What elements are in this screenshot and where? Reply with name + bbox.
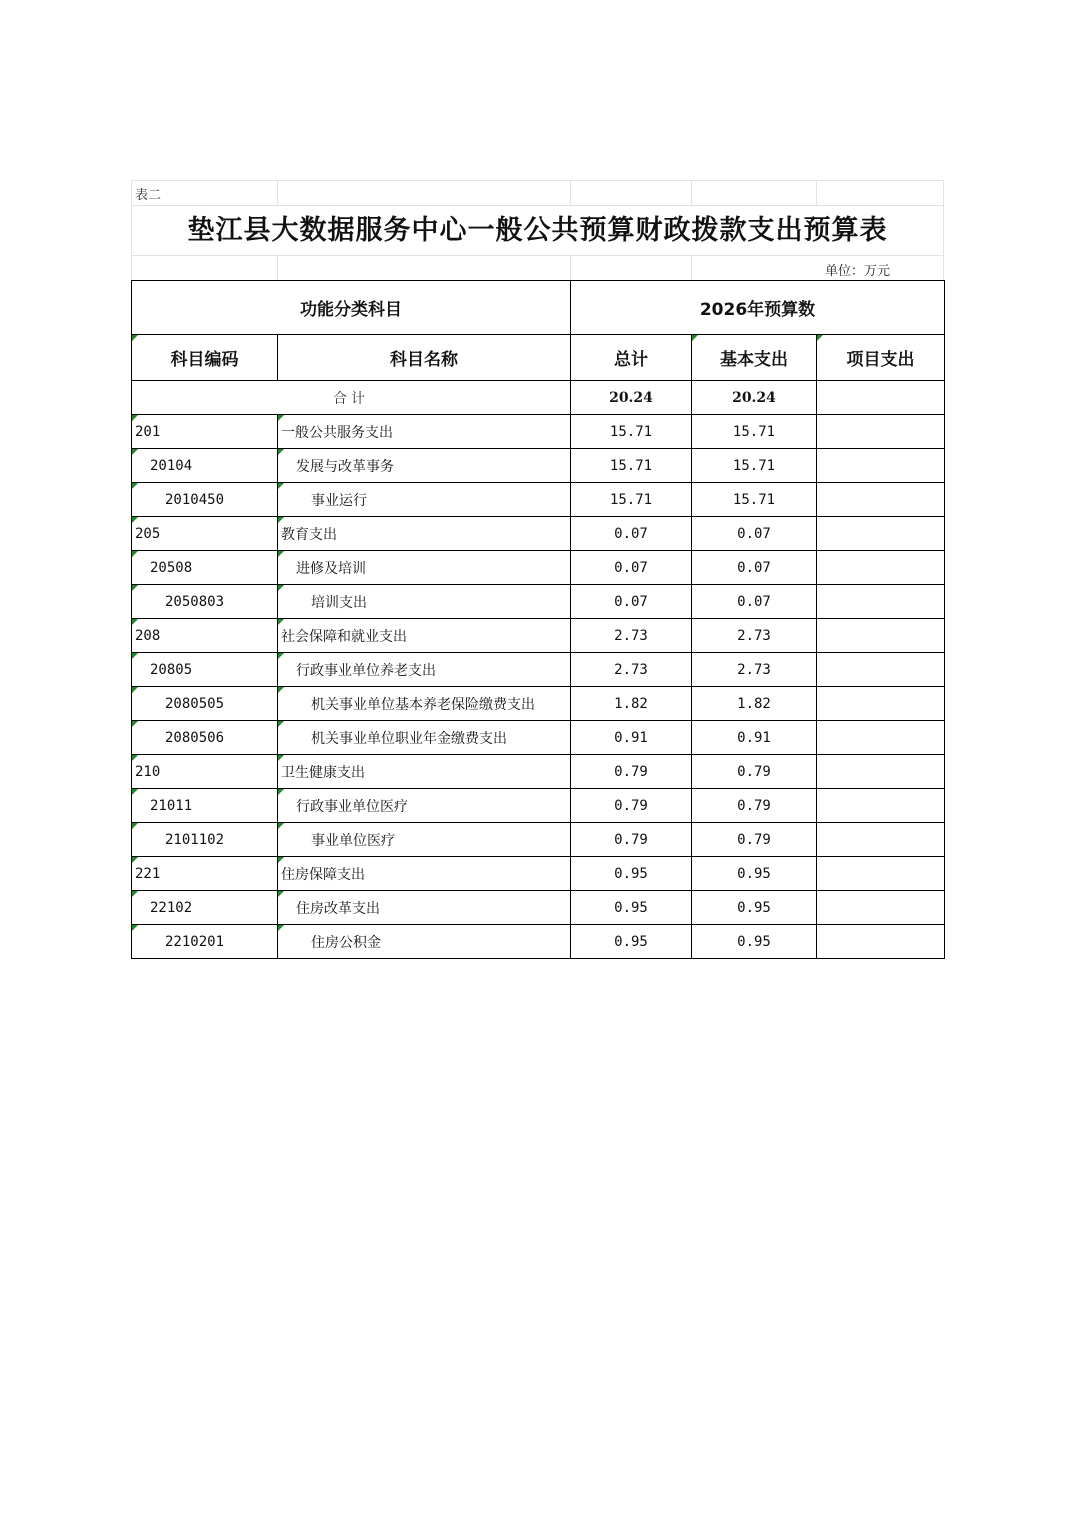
row-code: 2210201 [132,925,278,959]
row-total: 15.71 [571,483,692,517]
row-code: 20508 [132,551,278,585]
header-basic: 基本支出 [692,335,817,381]
row-total: 15.71 [571,415,692,449]
total-label: 合计 [132,381,571,415]
row-basic: 0.07 [692,551,817,585]
table-row [132,551,945,585]
row-basic: 1.82 [692,687,817,721]
row-project [817,721,945,755]
row-total: 0.79 [571,789,692,823]
row-project [817,789,945,823]
row-name: 住房改革支出 [278,891,571,925]
row-code: 205 [132,517,278,551]
table-row [132,483,945,517]
row-code: 208 [132,619,278,653]
row-basic: 2.73 [692,619,817,653]
row-basic: 0.79 [692,823,817,857]
row-name: 行政事业单位医疗 [278,789,571,823]
row-basic: 0.07 [692,585,817,619]
row-name: 事业运行 [278,483,571,517]
row-total: 0.95 [571,891,692,925]
row-basic: 0.07 [692,517,817,551]
table-row [132,449,945,483]
table-row [132,755,945,789]
row-code: 2080505 [132,687,278,721]
budget-sheet [131,180,944,959]
row-total: 0.07 [571,551,692,585]
row-basic: 0.79 [692,755,817,789]
table-row [132,687,945,721]
row-name: 行政事业单位养老支出 [278,653,571,687]
row-total: 15.71 [571,449,692,483]
row-code: 22102 [132,891,278,925]
row-project [817,517,945,551]
row-code: 20805 [132,653,278,687]
row-name: 进修及培训 [278,551,571,585]
row-total: 0.95 [571,857,692,891]
row-project [817,857,945,891]
table-row [132,415,945,449]
header-code: 科目编码 [132,335,278,381]
total-project-value [817,381,945,415]
row-name: 教育支出 [278,517,571,551]
row-total: 0.79 [571,755,692,789]
row-total: 0.79 [571,823,692,857]
row-name: 社会保障和就业支出 [278,619,571,653]
row-name: 机关事业单位职业年金缴费支出 [278,721,571,755]
header-total: 总计 [571,335,692,381]
sheet-header-area [131,180,944,280]
table-row [132,891,945,925]
budget-table [131,280,945,959]
row-project [817,449,945,483]
table-row [132,585,945,619]
row-project [817,653,945,687]
row-basic: 0.95 [692,891,817,925]
row-total: 0.07 [571,517,692,551]
row-total: 1.82 [571,687,692,721]
row-code: 201 [132,415,278,449]
row-basic: 0.79 [692,789,817,823]
row-name: 一般公共服务支出 [278,415,571,449]
row-project [817,891,945,925]
row-basic: 0.95 [692,925,817,959]
row-basic: 0.95 [692,857,817,891]
row-basic: 15.71 [692,449,817,483]
row-total: 2.73 [571,619,692,653]
row-project [817,687,945,721]
header-budget-year: 2026年预算数 [571,281,945,335]
table-row [132,721,945,755]
row-project [817,755,945,789]
row-name: 住房保障支出 [278,857,571,891]
row-code: 2010450 [132,483,278,517]
table-row [132,789,945,823]
row-name: 卫生健康支出 [278,755,571,789]
row-name: 培训支出 [278,585,571,619]
row-project [817,585,945,619]
row-code: 2080506 [132,721,278,755]
row-code: 2101102 [132,823,278,857]
row-project [817,415,945,449]
table-row [132,517,945,551]
row-project [817,551,945,585]
row-total: 0.91 [571,721,692,755]
row-total: 2.73 [571,653,692,687]
header-functional-category: 功能分类科目 [132,281,571,335]
header-name: 科目名称 [278,335,571,381]
row-total: 0.95 [571,925,692,959]
table-row [132,925,945,959]
total-row [132,381,945,415]
row-code: 221 [132,857,278,891]
row-code: 210 [132,755,278,789]
table-row [132,653,945,687]
total-value: 20.24 [571,381,692,415]
table-row [132,823,945,857]
row-code: 2050803 [132,585,278,619]
row-project [817,619,945,653]
row-name: 住房公积金 [278,925,571,959]
page-title: 垫江县大数据服务中心一般公共预算财政拨款支出预算表 [187,215,888,246]
table-row [132,619,945,653]
row-name: 机关事业单位基本养老保险缴费支出 [278,687,571,721]
row-total: 0.07 [571,585,692,619]
row-basic: 15.71 [692,415,817,449]
unit-label: 单位：万元 [824,264,890,279]
header-project: 项目支出 [817,335,945,381]
row-name: 发展与改革事务 [278,449,571,483]
row-name: 事业单位医疗 [278,823,571,857]
row-code: 20104 [132,449,278,483]
row-basic: 15.71 [692,483,817,517]
header-column-row [132,335,945,381]
row-basic: 0.91 [692,721,817,755]
row-basic: 2.73 [692,653,817,687]
sheet-label: 表二 [135,188,162,203]
header-group-row [132,281,945,335]
table-row [132,857,945,891]
row-code: 21011 [132,789,278,823]
row-project [817,823,945,857]
total-basic-value: 20.24 [692,381,817,415]
row-project [817,483,945,517]
row-project [817,925,945,959]
